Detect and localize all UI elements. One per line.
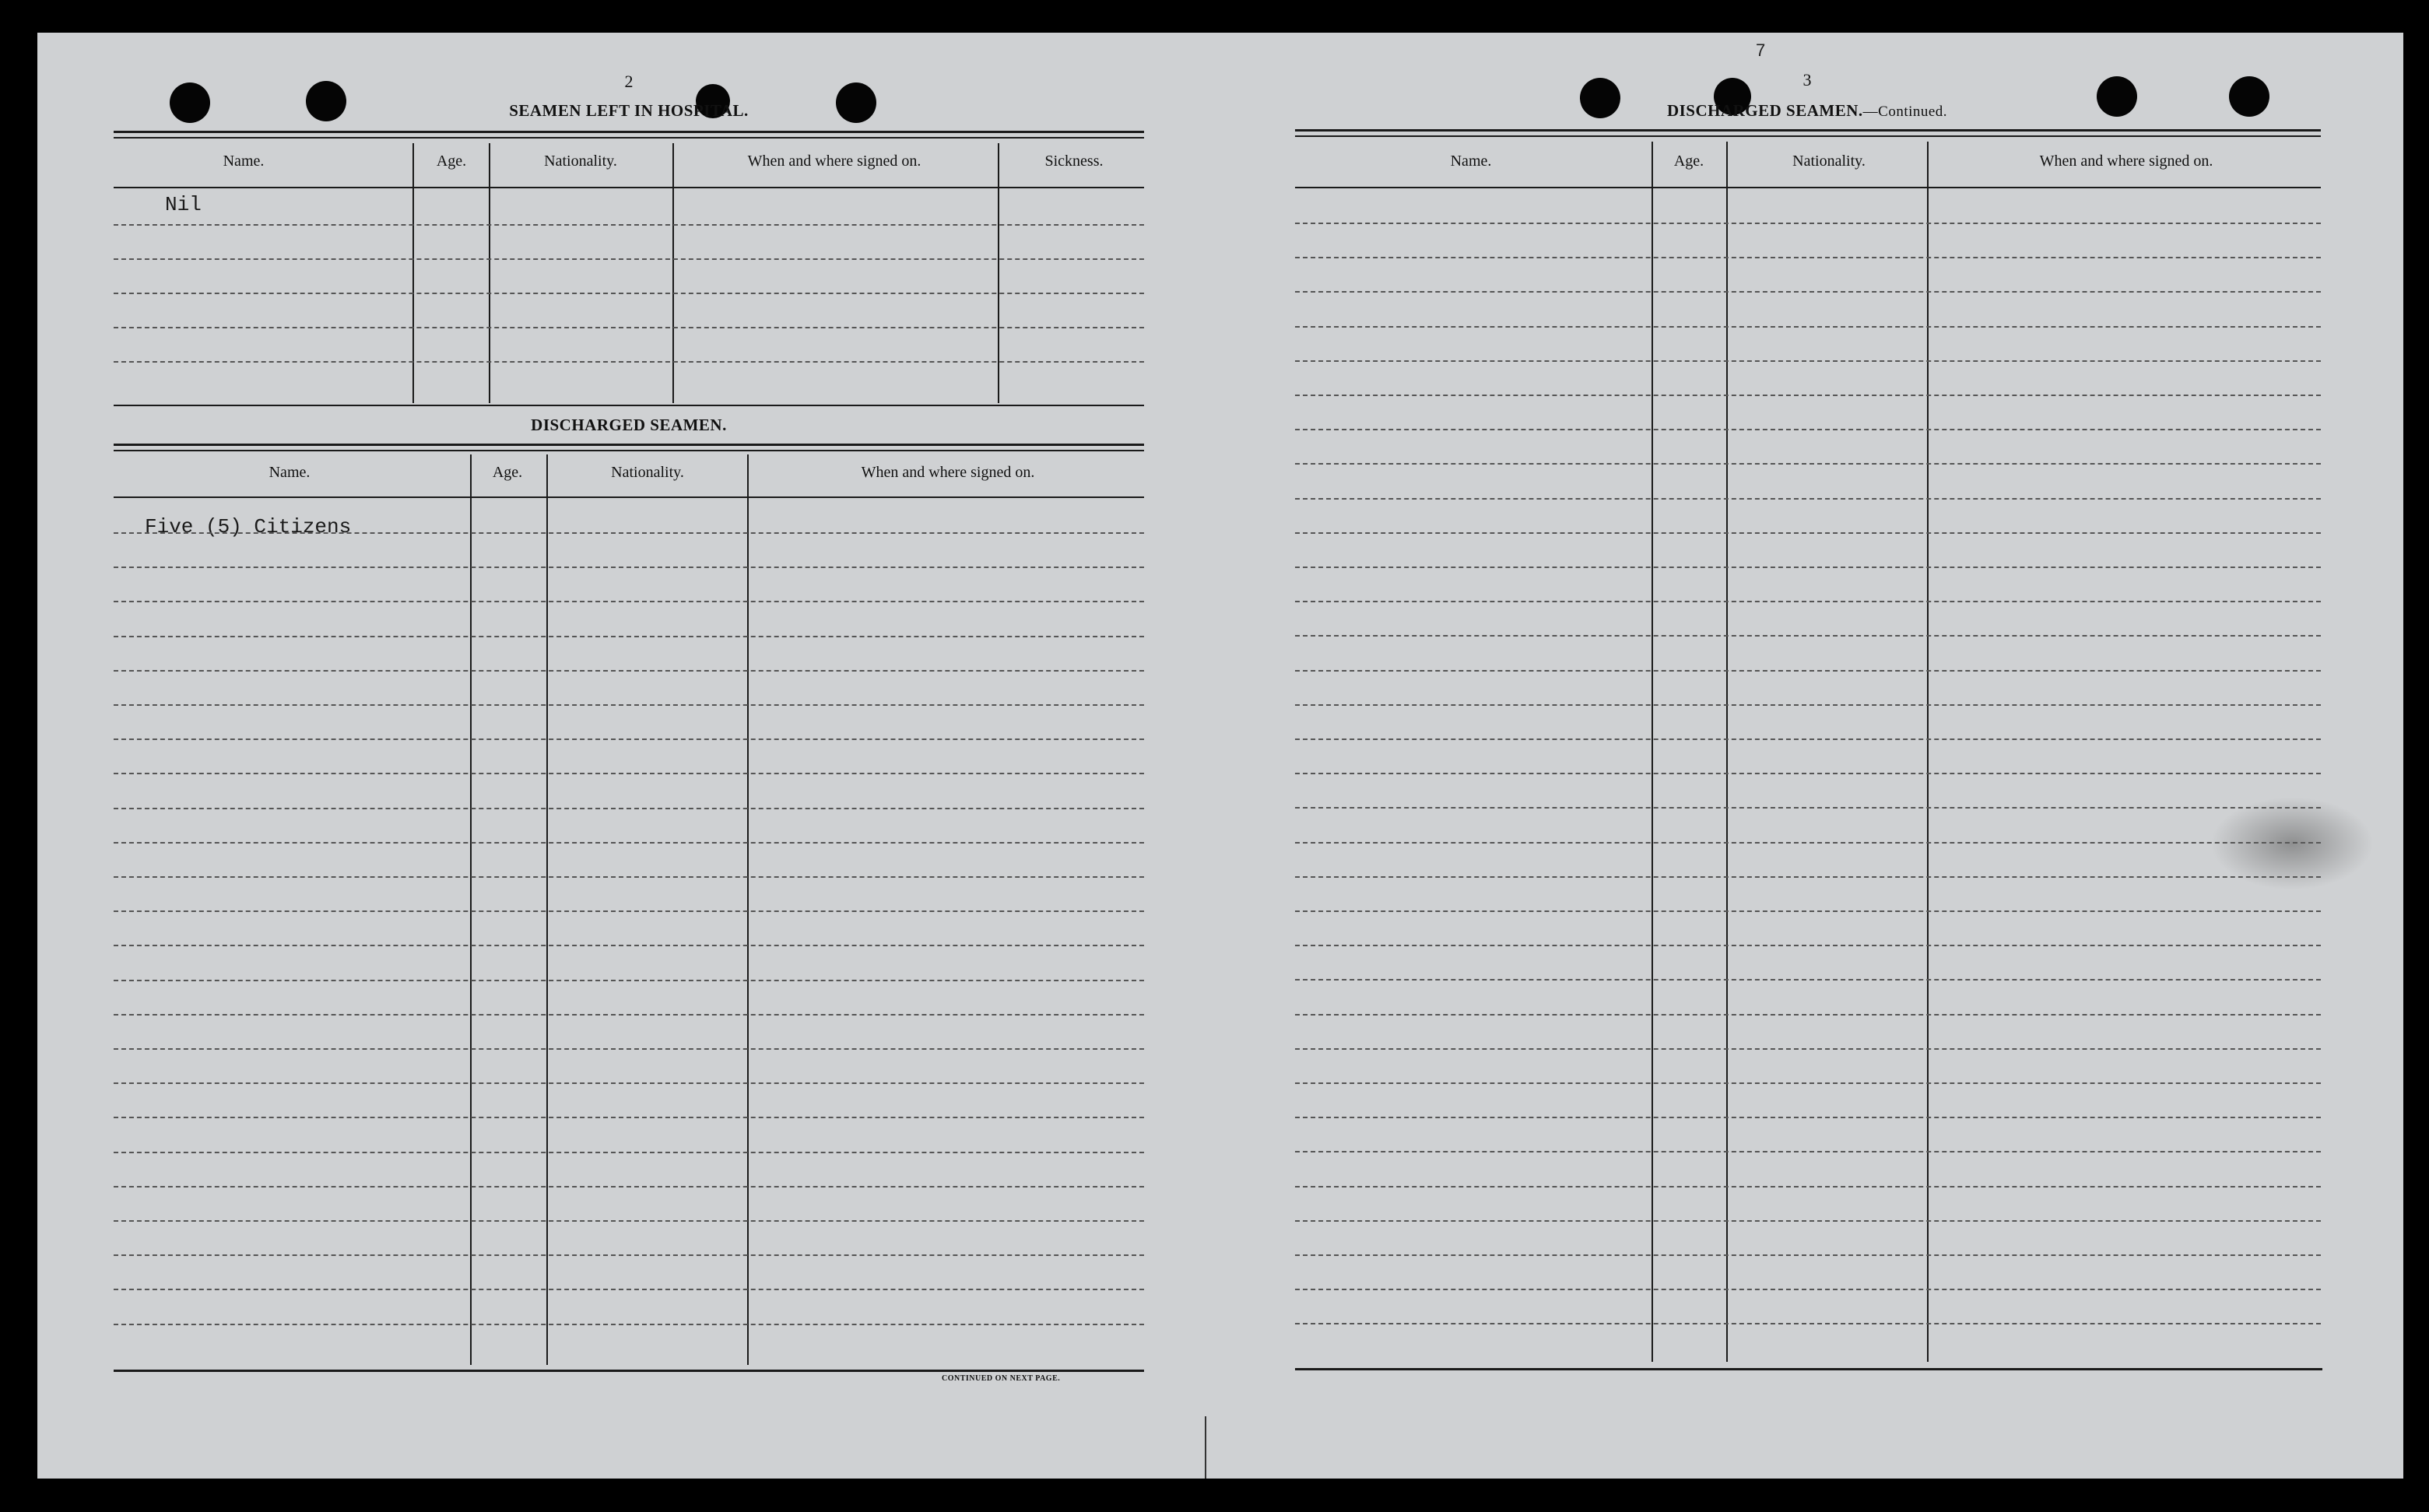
ruled-line bbox=[1295, 807, 2321, 809]
ruled-line bbox=[114, 1152, 1144, 1153]
ruled-line bbox=[1295, 360, 2321, 362]
rule bbox=[1295, 1368, 2322, 1370]
col-header-sickness: Sickness. bbox=[1044, 153, 1104, 170]
discharged-section-title: DISCHARGED SEAMEN. bbox=[531, 416, 727, 434]
page-number-left: 2 bbox=[624, 72, 634, 91]
column-divider bbox=[1726, 142, 1728, 1362]
ruled-line bbox=[1295, 979, 2321, 981]
column-divider bbox=[489, 143, 490, 403]
column-divider bbox=[998, 143, 999, 403]
header-underline bbox=[114, 187, 1144, 188]
column-divider bbox=[747, 454, 749, 1365]
column-divider bbox=[1652, 142, 1653, 1362]
fold-mark bbox=[1205, 1416, 1206, 1479]
ruled-line bbox=[114, 636, 1144, 637]
ruled-line bbox=[114, 808, 1144, 809]
ruled-line bbox=[114, 670, 1144, 672]
ruled-line bbox=[114, 1220, 1144, 1222]
ruled-line bbox=[1295, 326, 2321, 328]
col-header-nationality: Nationality. bbox=[544, 153, 617, 170]
ruled-line bbox=[1295, 876, 2321, 878]
ruled-line bbox=[1295, 257, 2321, 258]
rule bbox=[114, 405, 1144, 406]
column-divider bbox=[1927, 142, 1929, 1362]
ruled-line bbox=[1295, 635, 2321, 637]
punch-hole bbox=[1580, 78, 1620, 118]
punch-hole bbox=[306, 81, 346, 121]
ruled-line bbox=[1295, 1048, 2321, 1050]
right-section-title: DISCHARGED SEAMEN.—Continued. bbox=[1666, 101, 1948, 120]
ruled-line bbox=[1295, 1082, 2321, 1084]
header-underline bbox=[114, 496, 1144, 498]
rule bbox=[114, 131, 1144, 133]
ruled-line bbox=[1295, 704, 2321, 706]
ruled-line bbox=[1295, 567, 2321, 568]
ruled-line bbox=[1295, 1014, 2321, 1016]
col-header-name: Name. bbox=[269, 464, 311, 481]
ruled-line bbox=[114, 1324, 1144, 1325]
rule bbox=[114, 137, 1144, 139]
ruled-line bbox=[114, 945, 1144, 946]
rule bbox=[1295, 129, 2321, 132]
ruled-line bbox=[1295, 1289, 2321, 1290]
ruled-line bbox=[114, 567, 1144, 568]
ruled-line bbox=[1295, 291, 2321, 293]
ruled-line bbox=[114, 601, 1144, 602]
ruled-line bbox=[114, 876, 1144, 878]
ruled-line bbox=[114, 980, 1144, 981]
punch-hole bbox=[836, 82, 876, 123]
ruled-line bbox=[1295, 223, 2321, 224]
ruled-line bbox=[114, 738, 1144, 740]
rule bbox=[1295, 135, 2321, 137]
ruled-line bbox=[1295, 773, 2321, 774]
col-header-nationality: Nationality. bbox=[611, 464, 684, 481]
col-header-signed-on: When and where signed on. bbox=[2039, 153, 2213, 170]
ruled-line bbox=[1295, 463, 2321, 465]
page-number-right: 3 bbox=[1802, 70, 1812, 89]
ruled-line bbox=[114, 773, 1144, 774]
punch-hole bbox=[170, 82, 210, 123]
column-divider bbox=[672, 143, 674, 403]
document-sheet bbox=[37, 33, 2403, 1479]
ruled-line bbox=[114, 1082, 1144, 1084]
ruled-line bbox=[114, 361, 1144, 363]
header-underline bbox=[1295, 187, 2321, 188]
ruled-line bbox=[1295, 429, 2321, 430]
ruled-line bbox=[114, 1048, 1144, 1050]
ruled-line bbox=[114, 258, 1144, 260]
ruled-line bbox=[114, 910, 1144, 912]
hospital-entry: Nil bbox=[165, 193, 202, 216]
col-header-name: Name. bbox=[223, 153, 265, 170]
ruled-line bbox=[114, 532, 1144, 534]
col-header-name: Name. bbox=[1450, 153, 1492, 170]
ruled-line bbox=[1295, 738, 2321, 740]
col-header-age: Age. bbox=[1673, 153, 1704, 170]
col-header-signed-on: When and where signed on. bbox=[747, 153, 921, 170]
column-divider bbox=[412, 143, 414, 403]
rule bbox=[114, 450, 1144, 451]
ruled-line bbox=[1295, 1151, 2321, 1152]
margin-mark: 7 bbox=[1756, 40, 1766, 60]
col-header-age: Age. bbox=[436, 153, 467, 170]
ruled-line bbox=[114, 224, 1144, 226]
rule bbox=[114, 1370, 1144, 1372]
ruled-line bbox=[1295, 1220, 2321, 1222]
discharged-entry: Five (5) Citizens bbox=[145, 515, 352, 538]
col-header-signed-on: When and where signed on. bbox=[861, 464, 1035, 481]
col-header-age: Age. bbox=[492, 464, 523, 481]
ruled-line bbox=[1295, 601, 2321, 602]
ruled-line bbox=[114, 1186, 1144, 1187]
column-divider bbox=[470, 454, 472, 1365]
ruled-line bbox=[1295, 910, 2321, 912]
ruled-line bbox=[1295, 395, 2321, 396]
ruled-line bbox=[114, 1014, 1144, 1016]
ruled-line bbox=[114, 842, 1144, 844]
punch-hole bbox=[2097, 76, 2137, 117]
ruled-line bbox=[1295, 945, 2321, 946]
ruled-line bbox=[1295, 498, 2321, 500]
continued-footer: CONTINUED ON NEXT PAGE. bbox=[942, 1374, 1061, 1383]
ruled-line bbox=[1295, 1117, 2321, 1118]
col-header-nationality: Nationality. bbox=[1792, 153, 1866, 170]
punch-hole bbox=[2229, 76, 2269, 117]
ruled-line bbox=[1295, 1323, 2321, 1324]
ruled-line bbox=[114, 704, 1144, 706]
ruled-line bbox=[1295, 842, 2321, 844]
rule bbox=[114, 444, 1144, 446]
column-divider bbox=[546, 454, 548, 1365]
ruled-line bbox=[1295, 1254, 2321, 1256]
smudge-stain bbox=[2210, 797, 2374, 890]
ruled-line bbox=[114, 327, 1144, 328]
ruled-line bbox=[114, 293, 1144, 294]
ruled-line bbox=[1295, 670, 2321, 672]
ruled-line bbox=[1295, 532, 2321, 534]
ruled-line bbox=[1295, 1186, 2321, 1187]
hospital-section-title: SEAMEN LEFT IN HOSPITAL. bbox=[509, 101, 749, 120]
ruled-line bbox=[114, 1289, 1144, 1290]
ruled-line bbox=[114, 1117, 1144, 1118]
ruled-line bbox=[114, 1254, 1144, 1256]
